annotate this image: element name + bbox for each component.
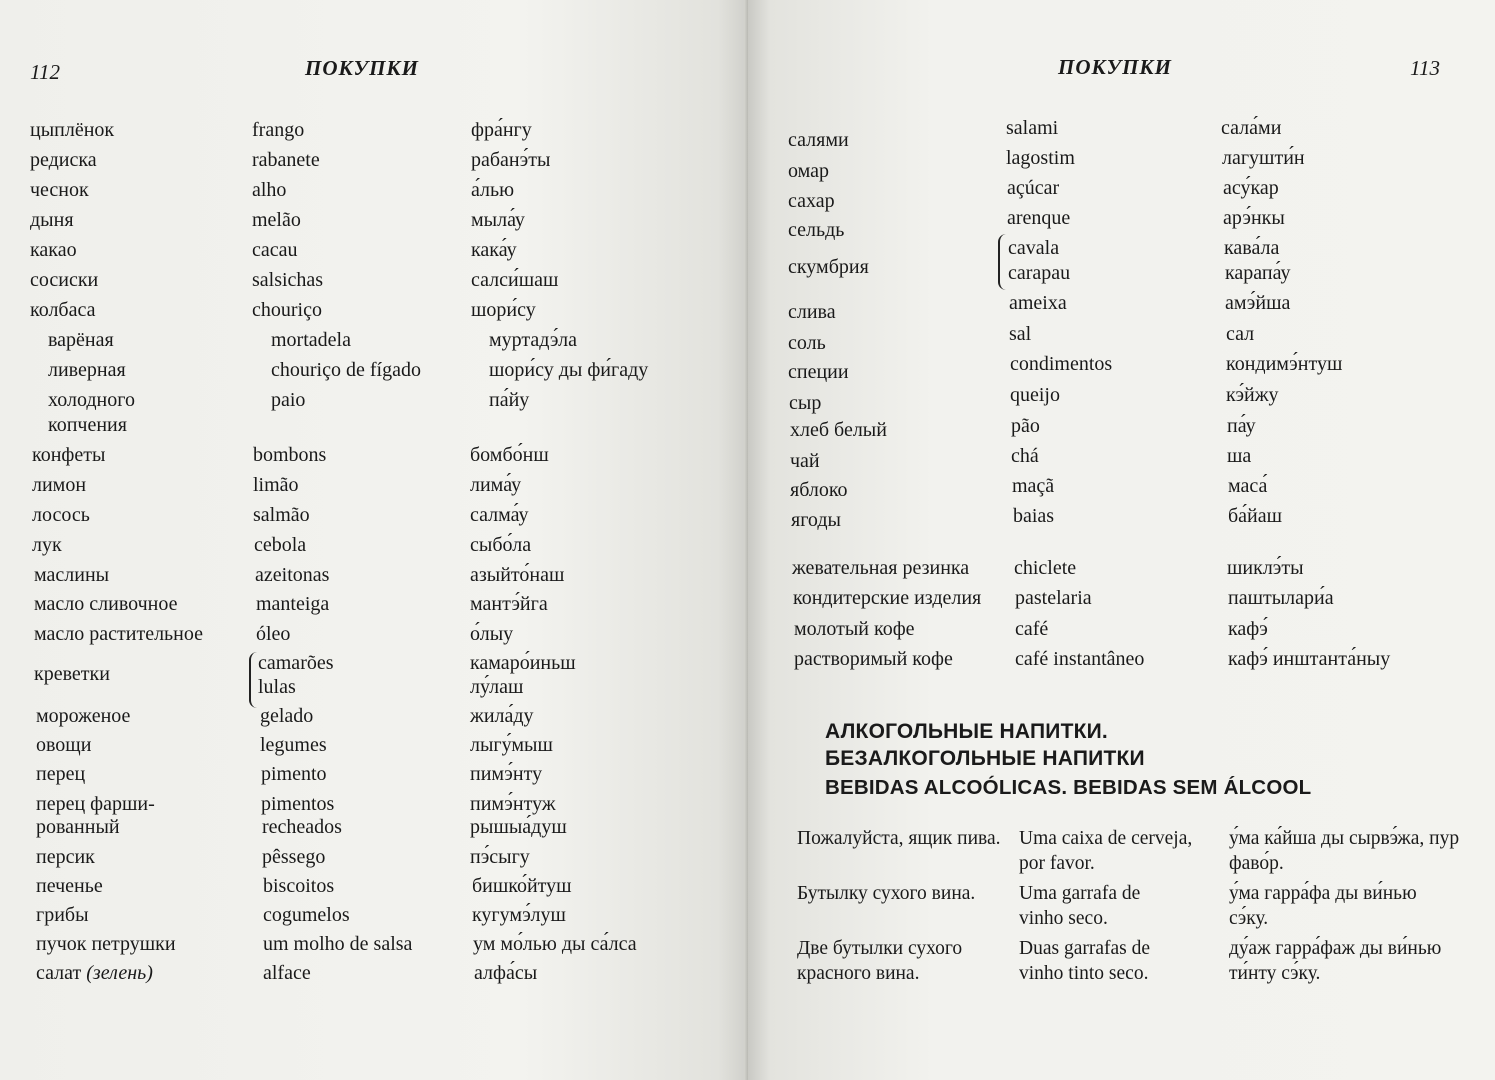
portuguese-term: carapau xyxy=(1008,262,1071,284)
transcription: ша xyxy=(1227,445,1252,467)
phrase-transcription: ду́аж гарра́фаж ды ви́нью ти́нту сэ́ку. xyxy=(1229,938,1442,984)
portuguese-term: pimentos xyxy=(261,793,335,815)
transcription: па́йу xyxy=(489,389,530,411)
transcription: жила́ду xyxy=(470,705,534,727)
russian-term: скумбрия xyxy=(788,256,869,278)
transcription: мантэ́йга xyxy=(470,593,548,615)
portuguese-term: manteiga xyxy=(256,593,330,615)
portuguese-term: café xyxy=(1015,618,1049,640)
russian-term: колбаса xyxy=(30,299,96,321)
portuguese-term: baias xyxy=(1013,505,1055,527)
russian-term: молотый кофе xyxy=(794,618,915,640)
transcription: пимэ́нту xyxy=(470,763,543,785)
portuguese-term: pimento xyxy=(261,763,327,785)
russian-term: масло растительное xyxy=(34,623,203,645)
page-number: 112 xyxy=(30,60,60,84)
russian-term: ливерная xyxy=(48,359,126,381)
portuguese-term: sal xyxy=(1009,323,1032,345)
transcription: а́лью xyxy=(471,179,515,201)
transcription: салма́у xyxy=(470,504,529,526)
portuguese-term: pastelaria xyxy=(1015,587,1092,609)
russian-term: кондитерские изделия xyxy=(793,587,982,609)
phrase-russian: Две бутылки сухого красного вина. xyxy=(797,938,963,984)
portuguese-term: pão xyxy=(1011,415,1040,437)
portuguese-term: chá xyxy=(1011,445,1039,467)
portuguese-term: óleo xyxy=(256,623,291,645)
russian-note: (зелень) xyxy=(86,962,153,984)
portuguese-term: paio xyxy=(271,389,306,411)
transcription: ба́йаш xyxy=(1228,505,1283,527)
portuguese-term: queijo xyxy=(1010,384,1060,406)
portuguese-term: chouriço xyxy=(252,299,322,321)
phrase-russian: Пожалуйста, ящик пива. xyxy=(797,828,1001,849)
russian-term: рованный xyxy=(36,816,120,838)
russian-term: какао xyxy=(30,239,77,261)
transcription: мыла́у xyxy=(471,209,525,231)
transcription: азыйто́наш xyxy=(470,564,565,586)
transcription: кондимэ́нтуш xyxy=(1226,353,1343,375)
russian-term: пучок петрушки xyxy=(36,933,176,955)
brace xyxy=(998,234,1007,290)
portuguese-term: limão xyxy=(253,474,299,496)
transcription: салси́шаш xyxy=(471,269,559,291)
portuguese-term: azeitonas xyxy=(255,564,330,586)
portuguese-term: cebola xyxy=(254,534,307,556)
russian-term: омар xyxy=(788,160,830,182)
portuguese-term: rabanete xyxy=(252,149,320,171)
portuguese-term: camarões xyxy=(258,652,334,674)
transcription: бомбо́нш xyxy=(470,444,549,466)
russian-term: сосиски xyxy=(30,269,99,291)
portuguese-term: alho xyxy=(252,179,287,201)
transcription: карапа́у xyxy=(1225,262,1291,284)
portuguese-term: pêssego xyxy=(262,846,326,868)
portuguese-term: café instantâneo xyxy=(1015,648,1145,670)
portuguese-term: lulas xyxy=(258,676,296,698)
russian-term: варёная xyxy=(48,329,114,351)
russian-term: копчения xyxy=(48,414,127,436)
russian-term: мороженое xyxy=(36,705,131,727)
phrase-transcription: у́ма гарра́фа ды ви́нью сэ́ку. xyxy=(1229,883,1417,929)
portuguese-term: frango xyxy=(252,119,305,141)
russian-term: персик xyxy=(36,846,95,868)
portuguese-term: biscoitos xyxy=(263,875,335,897)
transcription: кака́у xyxy=(471,239,517,261)
transcription: кафэ́ xyxy=(1228,618,1268,640)
section-heading-portuguese: BEBIDAS ALCOÓLICAS. BEBIDAS SEM ÁLCOOL xyxy=(825,776,1312,799)
transcription: кэ́йжу xyxy=(1226,384,1279,406)
brace xyxy=(249,652,258,708)
russian-term: соль xyxy=(788,332,826,354)
transcription: асу́кар xyxy=(1223,177,1279,199)
transcription: па́у xyxy=(1227,415,1256,437)
russian-term: масло сливочное xyxy=(34,593,178,615)
transcription: пимэ́нтуж xyxy=(470,793,556,815)
portuguese-term: lagostim xyxy=(1006,147,1075,169)
transcription: шиклэ́ты xyxy=(1227,557,1304,579)
transcription: лагушти́н xyxy=(1222,147,1305,169)
russian-term: перец фарши- xyxy=(36,793,155,815)
russian-term: дыня xyxy=(30,209,74,231)
russian-term: салат xyxy=(36,962,82,984)
russian-term: редиска xyxy=(30,149,97,171)
transcription: фра́нгу xyxy=(471,119,532,141)
portuguese-term: alface xyxy=(263,962,311,984)
russian-term: креветки xyxy=(34,663,110,685)
transcription: сала́ми xyxy=(1221,117,1282,139)
transcription: муртадэ́ла xyxy=(489,329,578,351)
right-page xyxy=(748,0,1495,1080)
phrase-portuguese: Duas garrafas de vinho tinto seco. xyxy=(1019,938,1151,984)
section-heading: АЛКОГОЛЬНЫЕ НАПИТКИ. xyxy=(825,720,1108,743)
portuguese-term: ameixa xyxy=(1009,292,1067,314)
portuguese-term: açúcar xyxy=(1007,177,1060,199)
russian-term: перец xyxy=(36,763,86,785)
phrase-portuguese: Uma garrafa de vinho seco. xyxy=(1019,883,1141,929)
transcription: пэ́сыгу xyxy=(470,846,530,868)
russian-term: сыр xyxy=(789,392,822,414)
russian-term: лосось xyxy=(32,504,90,526)
portuguese-term: salami xyxy=(1006,117,1059,139)
transcription: маса́ xyxy=(1228,475,1268,497)
portuguese-term: legumes xyxy=(260,734,327,756)
russian-term: слива xyxy=(788,301,836,323)
russian-term: цыплёнок xyxy=(30,119,115,141)
russian-term: лук xyxy=(32,534,62,556)
russian-term: сельдь xyxy=(788,219,845,241)
transcription: о́лыу xyxy=(470,623,514,645)
russian-term: хлеб белый xyxy=(790,419,887,441)
portuguese-term: bombons xyxy=(253,444,327,466)
russian-term: ягоды xyxy=(791,509,841,531)
phrase-russian: Бутылку сухого вина. xyxy=(797,883,976,904)
transcription: амэ́йша xyxy=(1225,292,1291,314)
transcription: шори́су ды фи́гаду xyxy=(489,359,649,381)
russian-term: яблоко xyxy=(790,479,848,501)
transcription: лима́у xyxy=(470,474,522,496)
russian-term: жевательная резинка xyxy=(792,557,970,579)
portuguese-term: melão xyxy=(252,209,301,231)
transcription: паштылари́а xyxy=(1228,587,1334,609)
transcription: рабанэ́ты xyxy=(471,149,551,171)
portuguese-term: cacau xyxy=(252,239,298,261)
transcription: сал xyxy=(1226,323,1255,345)
portuguese-term: arenque xyxy=(1007,207,1071,229)
running-head: ПОКУПКИ xyxy=(305,56,419,80)
section-heading: БЕЗАЛКОГОЛЬНЫЕ НАПИТКИ xyxy=(825,747,1145,770)
page-number: 113 xyxy=(1410,56,1440,80)
portuguese-term: mortadela xyxy=(271,329,351,351)
portuguese-term: um molho de salsa xyxy=(263,933,413,955)
transcription: арэ́нкы xyxy=(1223,207,1285,229)
running-head: ПОКУПКИ xyxy=(1058,55,1172,79)
transcription: лу́лаш xyxy=(470,676,524,698)
transcription: сыбо́ла xyxy=(470,534,532,556)
russian-term: грибы xyxy=(36,904,89,926)
transcription: кава́ла xyxy=(1224,237,1280,259)
portuguese-term: salmão xyxy=(253,504,310,526)
russian-term: конфеты xyxy=(32,444,106,466)
russian-term: маслины xyxy=(34,564,110,586)
phrase-transcription: у́ма ка́йша ды сырвэ́жа, пур фаво́р. xyxy=(1229,828,1460,874)
transcription: алфа́сы xyxy=(474,962,538,984)
transcription: лыгу́мыш xyxy=(470,734,553,756)
portuguese-term: maçã xyxy=(1012,475,1055,497)
portuguese-term: cogumelos xyxy=(263,904,350,926)
russian-term: растворимый кофе xyxy=(794,648,953,670)
russian-term: холодного xyxy=(48,389,135,411)
transcription: ум мо́лью ды са́лса xyxy=(473,933,637,955)
russian-term: салями xyxy=(788,129,849,151)
russian-term: чай xyxy=(790,450,820,472)
transcription: шори́су xyxy=(471,299,536,321)
portuguese-term: chiclete xyxy=(1014,557,1077,579)
russian-term: специи xyxy=(788,361,849,383)
portuguese-term: salsichas xyxy=(252,269,324,291)
portuguese-term: chouriço de fígado xyxy=(271,359,421,381)
phrase-portuguese: Uma caixa de cerveja, por favor. xyxy=(1019,828,1193,874)
portuguese-term: condimentos xyxy=(1010,353,1113,375)
russian-term: чеснок xyxy=(30,179,89,201)
portuguese-term: gelado xyxy=(260,705,314,727)
portuguese-term: cavala xyxy=(1008,237,1060,259)
transcription: рышыа́душ xyxy=(470,816,567,838)
transcription: кафэ́ инштанта́ныу xyxy=(1228,648,1391,670)
transcription: камаро́иньш xyxy=(470,652,576,674)
russian-term: овощи xyxy=(36,734,92,756)
transcription: бишко́йтуш xyxy=(472,875,572,897)
portuguese-term: recheados xyxy=(262,816,342,838)
russian-term: печенье xyxy=(36,875,103,897)
russian-term: лимон xyxy=(32,474,87,496)
transcription: кугумэ́луш xyxy=(472,904,566,926)
russian-term: сахар xyxy=(788,190,835,212)
